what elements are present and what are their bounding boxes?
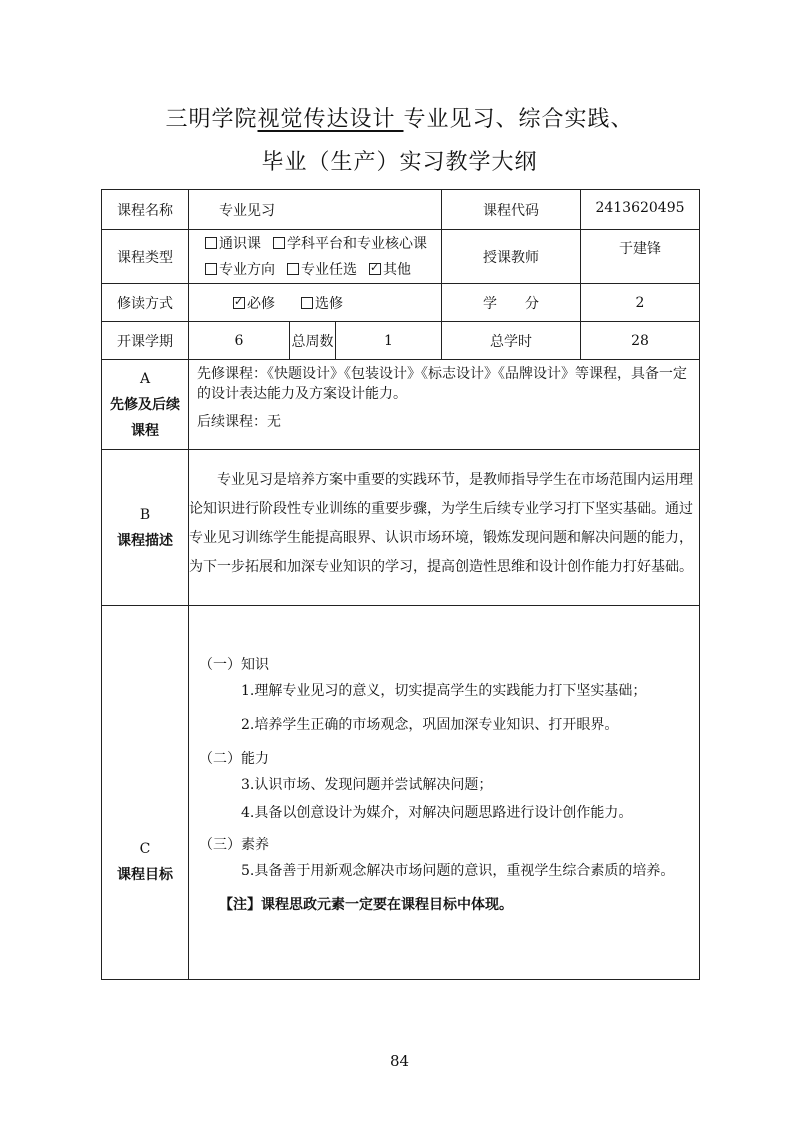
row-course-name xyxy=(102,190,700,230)
option-elective[interactable]: 专业任选 xyxy=(287,262,357,278)
weeks-label: 总周数 xyxy=(290,322,336,360)
semester-label: 开课学期 xyxy=(102,322,189,360)
syllabus-table xyxy=(101,189,700,980)
checkbox-icon[interactable] xyxy=(301,297,313,309)
following-courses: 后续课程：无 xyxy=(197,414,281,430)
row-study-mode xyxy=(102,284,700,322)
goal-item-2: 2.培养学生正确的市场观念，巩固加深专业知识、打开眼界。 xyxy=(241,717,619,733)
row-section-a xyxy=(102,360,700,450)
course-description: 专业见习是培养方案中重要的实践环节，是教师指导学生在市场范围内运用理论知识进行阶段性专业训练的重要步骤，为学生后续专业学习打下坚实基础。通过专业见习训练学生能提高眼界、认识市场环境，锻炼发现问题和解决问题的能力，为下一步拓展和加深专业知识的学习，提高创造性思维和设计创作能力打好基础。 xyxy=(189,472,693,575)
option-optional[interactable]: 选修 xyxy=(301,296,343,312)
credit-value: 2 xyxy=(581,284,700,322)
section-c-label: C 课程目标 xyxy=(102,606,189,980)
option-core[interactable]: 学科平台和专业核心课 xyxy=(273,236,427,252)
course-code-label: 课程代码 xyxy=(442,190,581,230)
goal-item-4: 4.具备以创意设计为媒介，对解决问题思路进行设计创作能力。 xyxy=(241,805,633,821)
goal-item-1: 1.理解专业见习的意义，切实提高学生的实践能力打下坚实基础； xyxy=(241,683,647,699)
weeks-value: 1 xyxy=(336,322,442,360)
document-title-line2: 毕业（生产）实习教学大纲 xyxy=(261,150,538,175)
checked-checkbox-icon[interactable] xyxy=(369,263,381,275)
page-number: 84 xyxy=(389,1052,410,1070)
checkbox-icon[interactable] xyxy=(205,263,217,275)
teacher-value: 于建锋 xyxy=(581,230,700,284)
study-mode-label: 修读方式 xyxy=(102,284,189,322)
prerequisite-courses: 先修课程：《快题设计》《包装设计》《标志设计》《品牌设计》等课程，具备一定的设计表达能力及方案设计能力。 xyxy=(197,366,687,402)
goal-item-3: 3.认识市场、发现问题并尝试解决问题； xyxy=(241,777,493,793)
quality-heading: （三）素养 xyxy=(199,837,269,853)
checkbox-icon[interactable] xyxy=(287,263,299,275)
option-direction[interactable]: 专业方向 xyxy=(205,262,275,278)
option-required[interactable]: ✓ 必修 xyxy=(233,296,275,312)
checkbox-icon[interactable] xyxy=(205,237,217,249)
section-a-label: A 先修及后续 课程 xyxy=(102,360,189,450)
study-mode-options xyxy=(189,284,442,322)
option-other[interactable]: ✓ 其他 xyxy=(369,262,411,278)
course-name-value: 专业见习 xyxy=(189,190,442,230)
goal-item-5: 5.具备善于用新观念解决市场问题的意识，重视学生综合素质的培养。 xyxy=(241,863,675,879)
row-semester xyxy=(102,322,700,360)
checked-checkbox-icon[interactable] xyxy=(233,297,245,309)
hours-value: 28 xyxy=(581,322,700,360)
course-code-value: 2413620495 xyxy=(581,190,700,230)
ability-heading: （二）能力 xyxy=(199,751,269,767)
row-section-b xyxy=(102,450,700,606)
course-type-label: 课程类型 xyxy=(102,230,189,284)
credit-label: 学 分 xyxy=(442,284,581,322)
semester-value: 6 xyxy=(189,322,290,360)
section-b-label: B 课程描述 xyxy=(102,450,189,606)
section-c-content xyxy=(189,606,700,980)
goal-note: 【注】课程思政元素一定要在课程目标中体现。 xyxy=(219,897,513,913)
section-b-content xyxy=(189,450,700,606)
course-type-options xyxy=(189,230,442,284)
hours-label: 总学时 xyxy=(442,322,581,360)
major-name: 视觉传达设计 xyxy=(257,107,404,132)
row-course-type xyxy=(102,230,700,284)
knowledge-heading: （一）知识 xyxy=(199,657,269,673)
document-title-line1: 三明学院视觉传达设计 专业见习、综合实践、 xyxy=(165,107,634,132)
option-general[interactable]: 通识课 xyxy=(205,236,261,252)
checkbox-icon[interactable] xyxy=(273,237,285,249)
course-name-label: 课程名称 xyxy=(102,190,189,230)
row-section-c xyxy=(102,606,700,980)
teacher-label: 授课教师 xyxy=(442,230,581,284)
section-a-content xyxy=(189,360,700,450)
